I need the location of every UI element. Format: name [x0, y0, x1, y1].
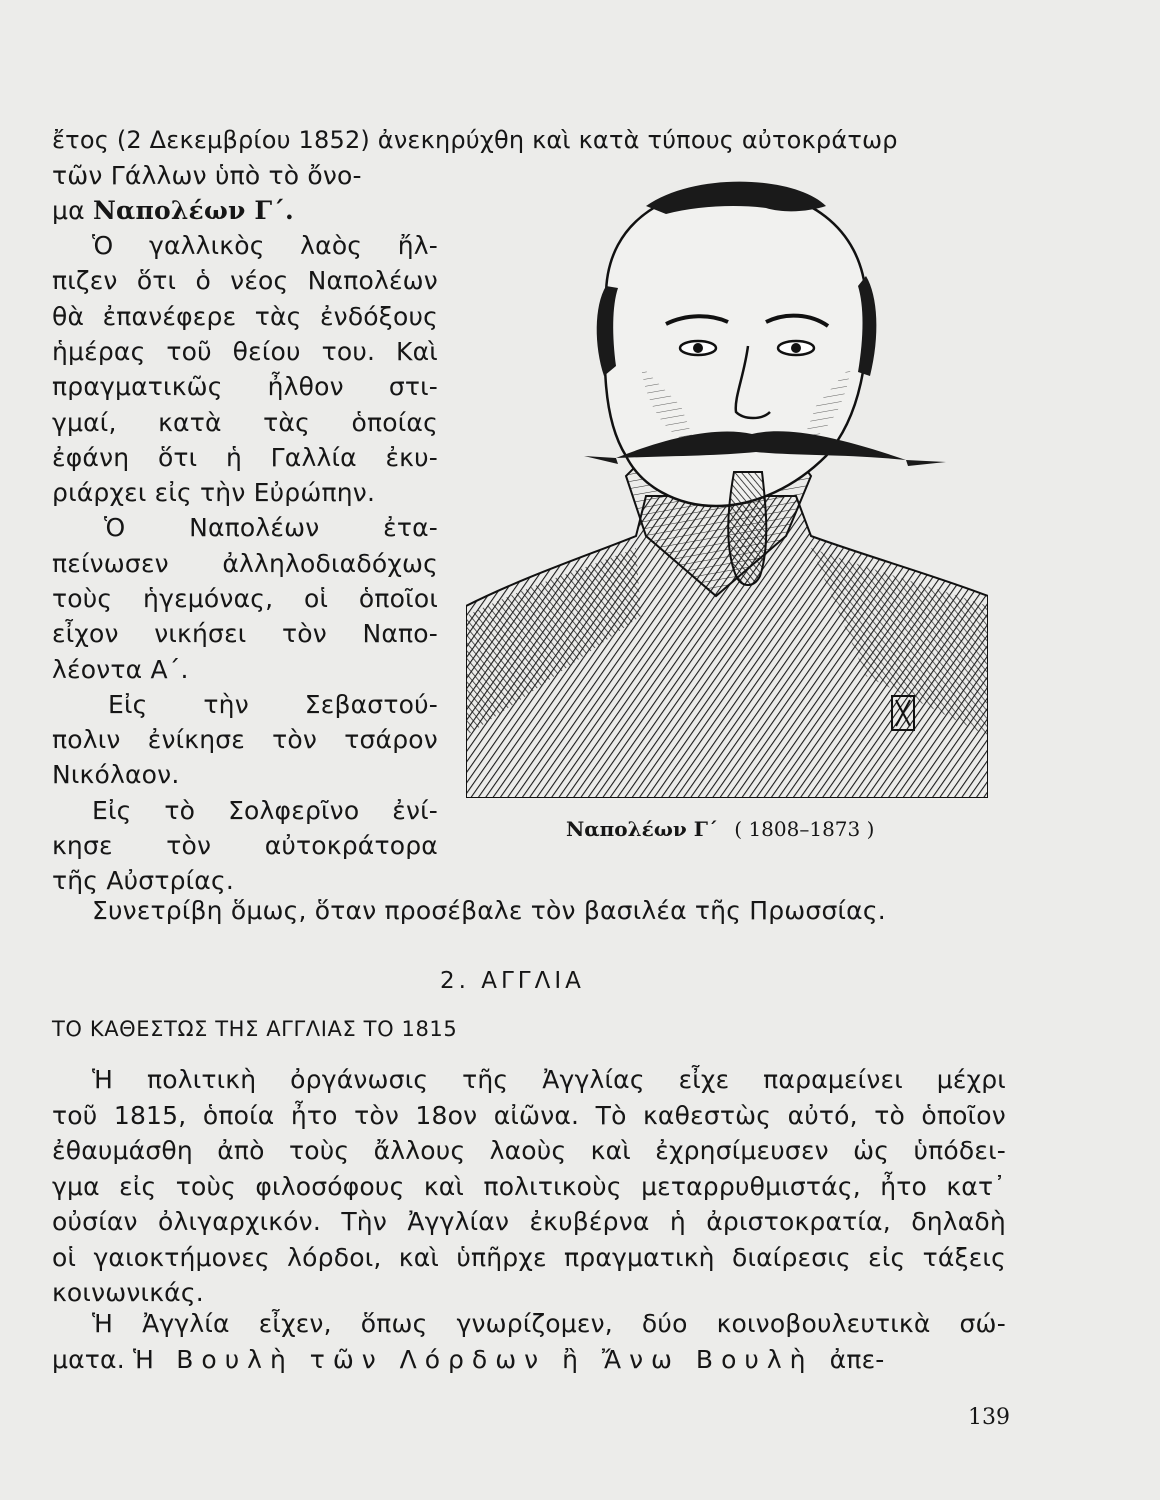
word: καθεστὼς [643, 1101, 772, 1130]
text-line [52, 1243, 1006, 1272]
word: ὅτι [157, 443, 198, 472]
word: σώ- [959, 1309, 1006, 1338]
word: ἀλληλοδιαδόχως [222, 549, 438, 578]
text-line [52, 619, 438, 648]
word: τὸν [281, 619, 327, 648]
word: τὰς [263, 408, 310, 437]
word: γαιοκτήμονες [93, 1243, 270, 1272]
word: οἱ [304, 584, 329, 613]
word: γμα [52, 1172, 100, 1201]
word: φιλοσόφους [255, 1172, 405, 1201]
text-line [52, 372, 438, 401]
word: δύο [641, 1309, 688, 1338]
word: κοινοβουλευτικὰ [716, 1309, 931, 1338]
word: του. [321, 337, 376, 366]
word: Ἡ [92, 1309, 114, 1338]
word: λαοὺς [489, 1136, 567, 1165]
word: τὸν [354, 1101, 399, 1130]
word: καὶ [590, 1136, 631, 1165]
text-line [52, 266, 438, 295]
text-line [52, 302, 438, 331]
word: ἀπὸ [217, 1136, 265, 1165]
word: οἱ [52, 1243, 77, 1272]
portrait-caption [566, 817, 874, 841]
word: ὁποίας [351, 408, 438, 437]
section-heading: 2. ΑΓΓΛΙΑ [440, 968, 585, 994]
word: τοὺς [289, 1136, 350, 1165]
word: ἐτα- [383, 513, 438, 542]
word: τὸ [874, 1101, 905, 1130]
word: πολιτικὴ [146, 1065, 257, 1094]
word: εἶχεν, [258, 1309, 332, 1338]
word: ἐθαυμάσθη [52, 1136, 193, 1165]
word: Γαλλία [270, 443, 357, 472]
word: Καὶ [396, 337, 438, 366]
word: ἐπανέφερε [102, 302, 237, 331]
text-line [52, 196, 294, 225]
napoleon-iii-portrait [466, 176, 988, 798]
word: ἡ [669, 1207, 686, 1236]
word: ἐνί- [392, 796, 438, 825]
word: ἤλ- [397, 231, 438, 260]
text-line [52, 584, 438, 613]
word: τσάρον [344, 725, 438, 754]
word: τὸν [272, 725, 318, 754]
word: ἡμέρας [52, 337, 146, 366]
word: Ὁ [104, 513, 126, 542]
word: Ναπο- [362, 619, 438, 648]
word: Εἰς [92, 796, 132, 825]
word: νέος [230, 266, 289, 295]
caption-name: Ναπολέων Γ΄ [566, 817, 718, 841]
word: θὰ [52, 302, 85, 331]
word: Ναπολέων [307, 266, 438, 295]
word: αἰῶνα. [493, 1101, 580, 1130]
word: πραγματικὴ [564, 1243, 715, 1272]
word: λαὸς [300, 231, 363, 260]
word: ὑπῆρχε [456, 1243, 547, 1272]
word: Τὴν [341, 1207, 387, 1236]
text-line [92, 1309, 1006, 1338]
word: ἐκυβέρνα [529, 1207, 650, 1236]
text-line [52, 831, 438, 860]
word: θείου [232, 337, 301, 366]
word: λόρδοι, [287, 1243, 382, 1272]
text-line [52, 1172, 1006, 1201]
word: πραγματικῶς [52, 372, 223, 401]
text-line [52, 1207, 1006, 1236]
word: Ἀγγλίας [542, 1065, 645, 1094]
word: Σολφερῖνο [228, 796, 360, 825]
text-fragment: ματα. Ἡ [52, 1345, 155, 1374]
word: πιζεν [52, 266, 118, 295]
text-fragment: ἀπε- [829, 1345, 885, 1374]
word: Ἀγγλίαν [407, 1207, 510, 1236]
word: δηλαδὴ [911, 1207, 1006, 1236]
emperor-name: Ναπολέων Γ΄. [92, 196, 294, 225]
word: ἦλθον [267, 372, 344, 401]
word: Ναπολέων [189, 513, 320, 542]
word: ὡς [853, 1136, 890, 1165]
word: τοὺς [52, 584, 113, 613]
word: διαίρεσις [731, 1243, 851, 1272]
word: ἐχρησίμευσεν [655, 1136, 829, 1165]
word: εἶχε [678, 1065, 730, 1094]
word: ἡγεμόνας, [143, 584, 274, 613]
text-line [52, 408, 438, 437]
text-line: τῶν Γάλλων ὑπὸ τὸ ὄνο- [52, 161, 362, 190]
word: τοῦ [52, 1101, 98, 1130]
word: 18ον [415, 1101, 478, 1130]
text-line [104, 513, 438, 542]
caption-years: ( 1808–1873 ) [734, 817, 875, 841]
word: ὀργάνωσις [290, 1065, 429, 1094]
word: Εἰς [108, 690, 148, 719]
word: Ὁ [92, 231, 114, 260]
word: αὐτό, [787, 1101, 858, 1130]
word: τὴν [203, 690, 249, 719]
text-line [92, 231, 438, 260]
word: πείνωσεν [52, 549, 169, 578]
word: ὁποῖον [921, 1101, 1006, 1130]
text-line: Συνετρίβη ὅμως, ὅταν προσέβαλε τὸν βασιλέα τῆς Πρωσσίας. [92, 896, 886, 925]
word: ὅτι [136, 266, 177, 295]
text-line [52, 725, 438, 754]
word: ἀριστοκρατία, [706, 1207, 891, 1236]
text-line [92, 1065, 1006, 1094]
word: ὁποία [202, 1101, 275, 1130]
page-number: 139 [968, 1405, 1010, 1430]
text-line [52, 1345, 1002, 1374]
word: ἄλλους [373, 1136, 466, 1165]
text-line: ριάρχει εἰς τὴν Εὐρώπην. [52, 478, 376, 507]
word: ἦτο [290, 1101, 338, 1130]
text-line [52, 1101, 1006, 1130]
word: καὶ [398, 1243, 440, 1272]
word: ἦτο [880, 1172, 928, 1201]
word: πολιν [52, 725, 121, 754]
word: τοῦ [166, 337, 212, 366]
text-line [92, 796, 438, 825]
text-line: τῆς Αὐστρίας. [52, 866, 235, 895]
word: Τὸ [595, 1101, 627, 1130]
word: γνωρίζομεν, [456, 1309, 613, 1338]
word: τάξεις [922, 1243, 1006, 1272]
word: ἡ [225, 443, 243, 472]
word: ὅπως [360, 1309, 428, 1338]
word: πολιτικοὺς [483, 1172, 622, 1201]
text-fragment: μα [52, 196, 85, 225]
word: ὁποῖοι [358, 584, 438, 613]
word: εἰς [119, 1172, 157, 1201]
word: κατὰ [158, 408, 222, 437]
word: ἐνδόξους [319, 302, 438, 331]
text-line [108, 690, 438, 719]
word: εἶχον [52, 619, 119, 648]
word: νικήσει [154, 619, 247, 648]
word: ἐνίκησε [147, 725, 246, 754]
text-line: κοινωνικάς. [52, 1278, 204, 1307]
word: ὁ [195, 266, 211, 295]
text-line [52, 337, 438, 366]
word: αὐτοκράτορα [264, 831, 438, 860]
section-subheading: ΤΟ ΚΑΘΕΣΤΩΣ ΤΗΣ ΑΓΓΛΙΑΣ ΤΟ 1815 [52, 1017, 458, 1041]
word: τὸ [164, 796, 196, 825]
word: οὐσίαν [52, 1207, 138, 1236]
text-line [52, 1136, 1006, 1165]
word: στι- [388, 372, 438, 401]
word: τὸν [166, 831, 212, 860]
word: ὀλιγαρχικόν. [158, 1207, 321, 1236]
text-line: Νικόλαον. [52, 760, 180, 789]
word: ἐκυ- [385, 443, 438, 472]
word: μεταρρυθμιστάς, [641, 1172, 861, 1201]
word: γμαί, [52, 408, 117, 437]
word: καὶ [423, 1172, 465, 1201]
word: μέχρι [936, 1065, 1006, 1094]
word: ἐφάνη [52, 443, 130, 472]
text-line: λέοντα Α΄. [52, 655, 189, 684]
word: γαλλικὸς [148, 231, 265, 260]
word: ὑπόδει- [913, 1136, 1006, 1165]
word: εἰς [868, 1243, 906, 1272]
word: τῆς [462, 1065, 509, 1094]
word: παραμείνει [763, 1065, 903, 1094]
word: Ἀγγλία [142, 1309, 230, 1338]
text-line [52, 443, 438, 472]
word: Ἡ [92, 1065, 114, 1094]
text-line [52, 549, 438, 578]
word: 1815, [113, 1101, 187, 1130]
text-line: ἔτος (2 Δεκεμβρίου 1852) ἀνεκηρύχθη καὶ κατὰ τύπους αὐτοκράτωρ [52, 126, 898, 154]
spaced-term: Βουλὴ τῶν Λόρδων ἢ Ἄνω Βουλὴ [176, 1345, 814, 1374]
word: κατ᾽ [946, 1172, 1006, 1201]
word: τοὺς [175, 1172, 237, 1201]
word: κησε [52, 831, 113, 860]
word: τὰς [254, 302, 302, 331]
word: Σεβαστού- [304, 690, 438, 719]
